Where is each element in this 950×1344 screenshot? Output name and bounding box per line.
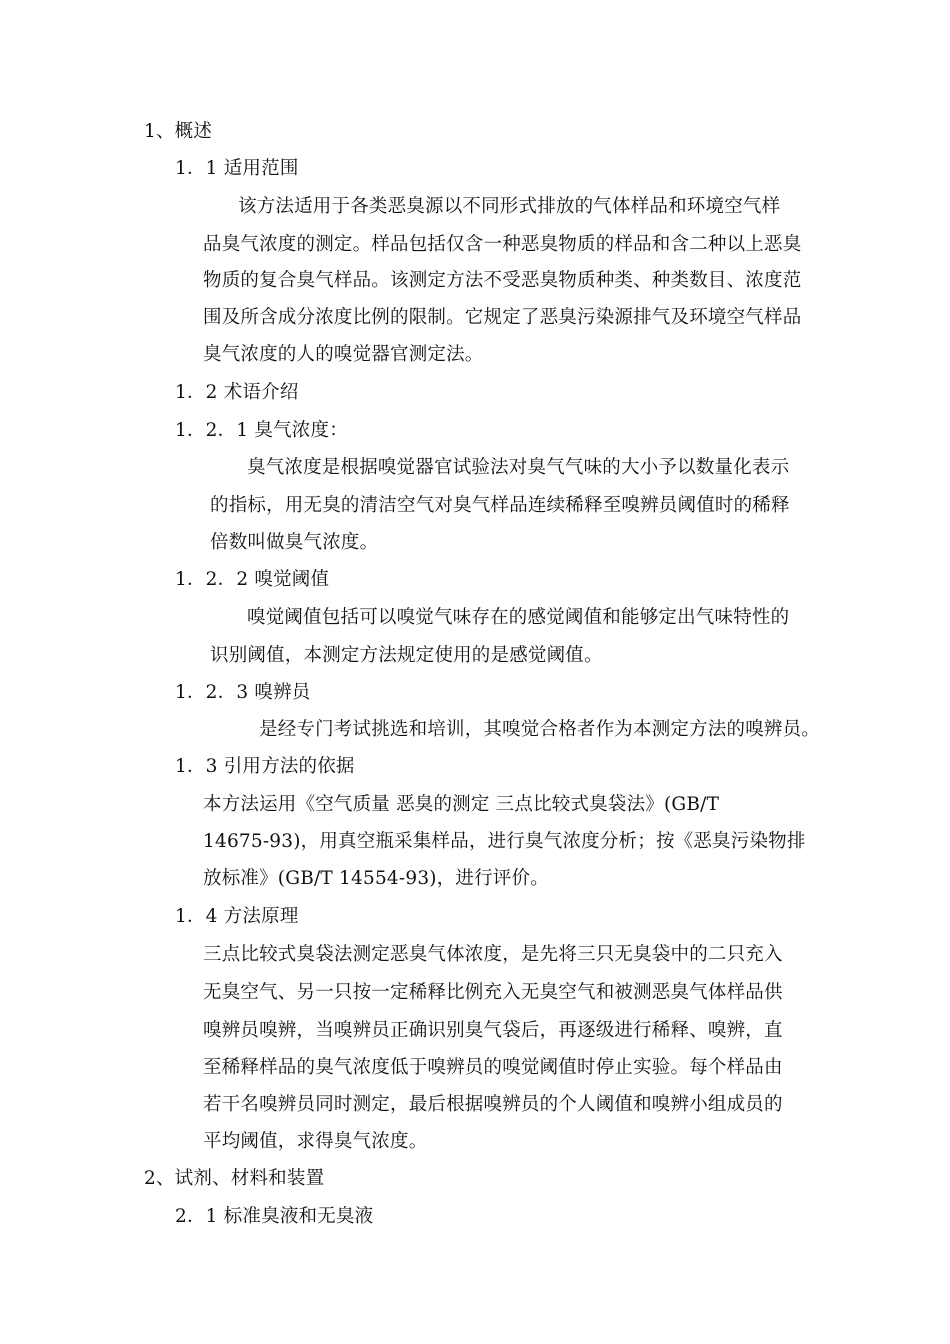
section-title-1-3: 1．3 引用方法的依据: [175, 756, 355, 777]
section-title-1-2-2: 1．2．2 嗅觉阈值: [175, 569, 330, 590]
paragraph-line: 至稀释样品的臭气浓度低于嗅辨员的嗅觉阈值时停止实验。每个样品由: [203, 1057, 783, 1078]
paragraph-line: 无臭空气、另一只按一定稀释比例充入无臭空气和被测恶臭气体样品供: [203, 982, 783, 1003]
paragraph-line: 臭气浓度是根据嗅觉器官试验法对臭气气味的大小予以数量化表示: [247, 457, 790, 478]
section-heading-1: 1、概述: [144, 121, 213, 142]
section-title-1-1: 1．1 适用范围: [175, 158, 299, 179]
paragraph-line: 的指标，用无臭的清洁空气对臭气样品连续稀释至嗅辨员阈值时的稀释: [210, 495, 790, 516]
paragraph-line: 若干名嗅辨员同时测定，最后根据嗅辨员的个人阈值和嗅辨小组成员的: [203, 1094, 783, 1115]
section-title-1-2-3: 1．2．3 嗅辨员: [175, 682, 311, 703]
paragraph-line: 围及所含成分浓度比例的限制。它规定了恶臭污染源排气及环境空气样品: [203, 307, 802, 328]
section-heading-2: 2、试剂、材料和装置: [144, 1168, 325, 1189]
paragraph-line: 本方法运用《空气质量 恶臭的测定 三点比较式臭袋法》(GB/T: [203, 794, 720, 815]
paragraph-line: 14675-93)，用真空瓶采集样品，进行臭气浓度分析；按《恶臭污染物排: [203, 831, 806, 852]
paragraph-line: 嗅觉阈值包括可以嗅觉气味存在的感觉阈值和能够定出气味特性的: [247, 607, 790, 628]
paragraph-line: 该方法适用于各类恶臭源以不同形式排放的气体样品和环境空气样: [238, 196, 781, 217]
paragraph-line: 物质的复合臭气样品。该测定方法不受恶臭物质种类、种类数目、浓度范: [203, 270, 802, 291]
paragraph-line: 嗅辨员嗅辨，当嗅辨员正确识别臭气袋后，再逐级进行稀释、嗅辨，直: [203, 1020, 783, 1041]
section-title-1-2-1: 1．2．1 臭气浓度：: [175, 420, 348, 441]
paragraph-line: 臭气浓度的人的嗅觉器官测定法。: [203, 344, 484, 365]
paragraph-line: 三点比较式臭袋法测定恶臭气体浓度，是先将三只无臭袋中的二只充入: [203, 944, 783, 965]
paragraph-line: 品臭气浓度的测定。样品包括仅含一种恶臭物质的样品和含二种以上恶臭: [203, 234, 802, 255]
section-title-1-2: 1．2 术语介绍: [175, 382, 299, 403]
section-title-2-1: 2．1 标准臭液和无臭液: [175, 1206, 374, 1227]
paragraph-line: 平均阈值，求得臭气浓度。: [203, 1131, 428, 1152]
paragraph-line: 放标准》(GB/T 14554-93)，进行评价。: [203, 868, 549, 889]
paragraph-line: 识别阈值，本测定方法规定使用的是感觉阈值。: [210, 645, 603, 666]
paragraph-line: 倍数叫做臭气浓度。: [210, 532, 379, 553]
paragraph-line: 是经专门考试挑选和培训，其嗅觉合格者作为本测定方法的嗅辨员。: [259, 719, 821, 740]
section-title-1-4: 1．4 方法原理: [175, 906, 299, 927]
